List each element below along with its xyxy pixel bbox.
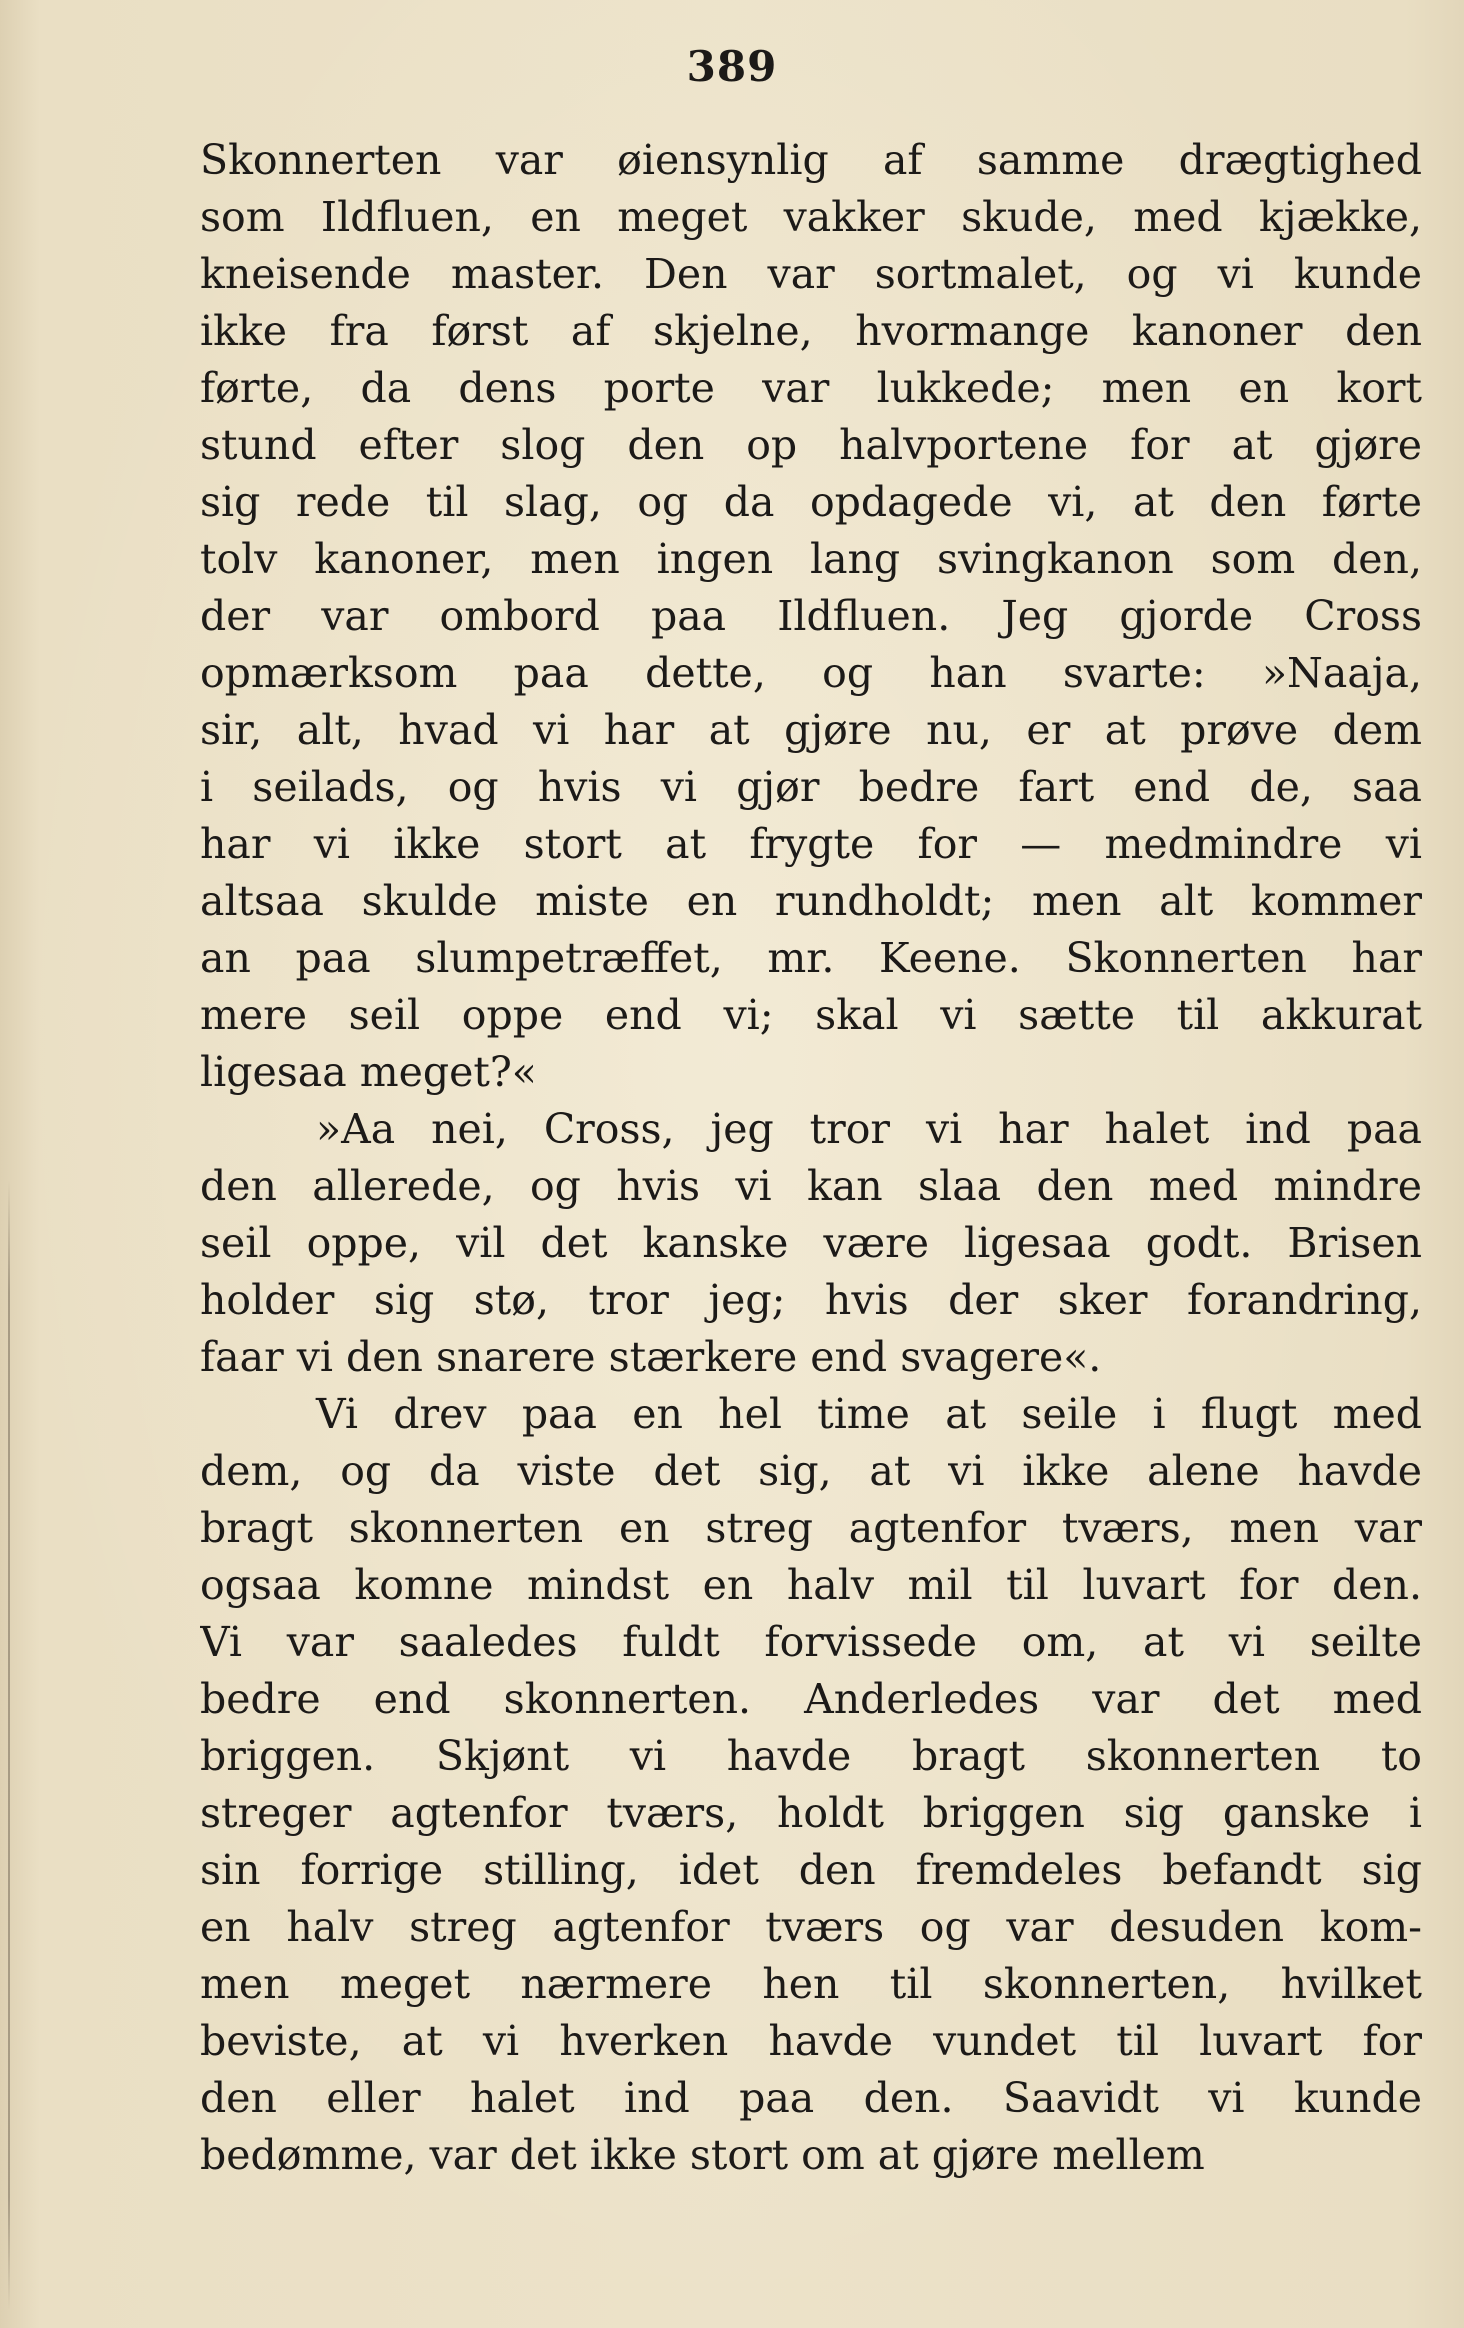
paragraph bbox=[200, 1386, 1422, 2184]
text-line: beviste, at vi hverken havde vundet til luvart for bbox=[200, 2017, 1422, 2065]
text-line: briggen. Skjønt vi havde bragt skonnerten to bbox=[200, 1732, 1422, 1780]
text-line: ligesaa meget?« bbox=[200, 1048, 537, 1096]
text-line: sir, alt, hvad vi har at gjøre nu, er at prøve dem bbox=[200, 706, 1422, 754]
text-line: dem, og da viste det sig, at vi ikke alene havde bbox=[200, 1447, 1422, 1495]
text-line: som Ildfluen, en meget vakker skude, med kjække, bbox=[200, 193, 1422, 241]
text-line: ikke fra først af skjelne, hvormange kanoner den bbox=[200, 307, 1422, 355]
text-line: den eller halet ind paa den. Saavidt vi kunde bbox=[200, 2074, 1422, 2122]
text-line: den allerede, og hvis vi kan slaa den med mindre bbox=[200, 1162, 1422, 1210]
text-line: opmærksom paa dette, og han svarte: »Naaja, bbox=[200, 649, 1422, 697]
text-line: kneisende master. Den var sortmalet, og vi kunde bbox=[200, 250, 1422, 298]
text-line: førte, da dens porte var lukkede; men en kort bbox=[200, 364, 1422, 412]
text-line: Skonnerten var øiensynlig af samme drægtighed bbox=[200, 136, 1422, 184]
text-line: tolv kanoner, men ingen lang svingkanon som den, bbox=[200, 535, 1422, 583]
text-line: faar vi den snarere stærkere end svagere«. bbox=[200, 1333, 1102, 1381]
text-line: Vi var saaledes fuldt forvissede om, at vi seilte bbox=[200, 1618, 1422, 1666]
text-line: Vi drev paa en hel time at seile i flugt med bbox=[316, 1390, 1422, 1438]
text-line: holder sig stø, tror jeg; hvis der sker forandring, bbox=[200, 1276, 1422, 1324]
text-line: mere seil oppe end vi; skal vi sætte til akkurat bbox=[200, 991, 1422, 1039]
text-line: seil oppe, vil det kanske være ligesaa godt. Brisen bbox=[200, 1219, 1422, 1267]
text-line: bedømme, var det ikke stort om at gjøre mellem bbox=[200, 2131, 1205, 2179]
text-line: der var ombord paa Ildfluen. Jeg gjorde Cross bbox=[200, 592, 1422, 640]
paragraph bbox=[200, 132, 1422, 1101]
text-line: bragt skonnerten en streg agtenfor tværs, men var bbox=[200, 1504, 1422, 1552]
text-line: bedre end skonnerten. Anderledes var det med bbox=[200, 1675, 1422, 1723]
text-line: altsaa skulde miste en rundholdt; men alt kommer bbox=[200, 877, 1422, 925]
page-gutter-shadow bbox=[8, 1180, 10, 2310]
text-line: en halv streg agtenfor tværs og var desuden kom- bbox=[200, 1903, 1422, 1951]
text-line: men meget nærmere hen til skonnerten, hvilket bbox=[200, 1960, 1422, 2008]
text-line: ogsaa komne mindst en halv mil til luvart for den. bbox=[200, 1561, 1422, 1609]
text-line: i seilads, og hvis vi gjør bedre fart end de, saa bbox=[200, 763, 1422, 811]
text-line: an paa slumpetræffet, mr. Keene. Skonnerten har bbox=[200, 934, 1422, 982]
paragraph bbox=[200, 1101, 1422, 1386]
text-line: sin forrige stilling, idet den fremdeles befandt sig bbox=[200, 1846, 1422, 1894]
text-line: sig rede til slag, og da opdagede vi, at den førte bbox=[200, 478, 1422, 526]
body-text bbox=[200, 132, 1422, 2184]
text-line: stund efter slog den op halvportene for at gjøre bbox=[200, 421, 1422, 469]
text-line: »Aa nei, Cross, jeg tror vi har halet ind paa bbox=[316, 1105, 1422, 1153]
page-number: 389 bbox=[686, 42, 778, 91]
text-line: streger agtenfor tværs, holdt briggen sig ganske i bbox=[200, 1789, 1422, 1837]
text-line: har vi ikke stort at frygte for — medmindre vi bbox=[200, 820, 1422, 868]
